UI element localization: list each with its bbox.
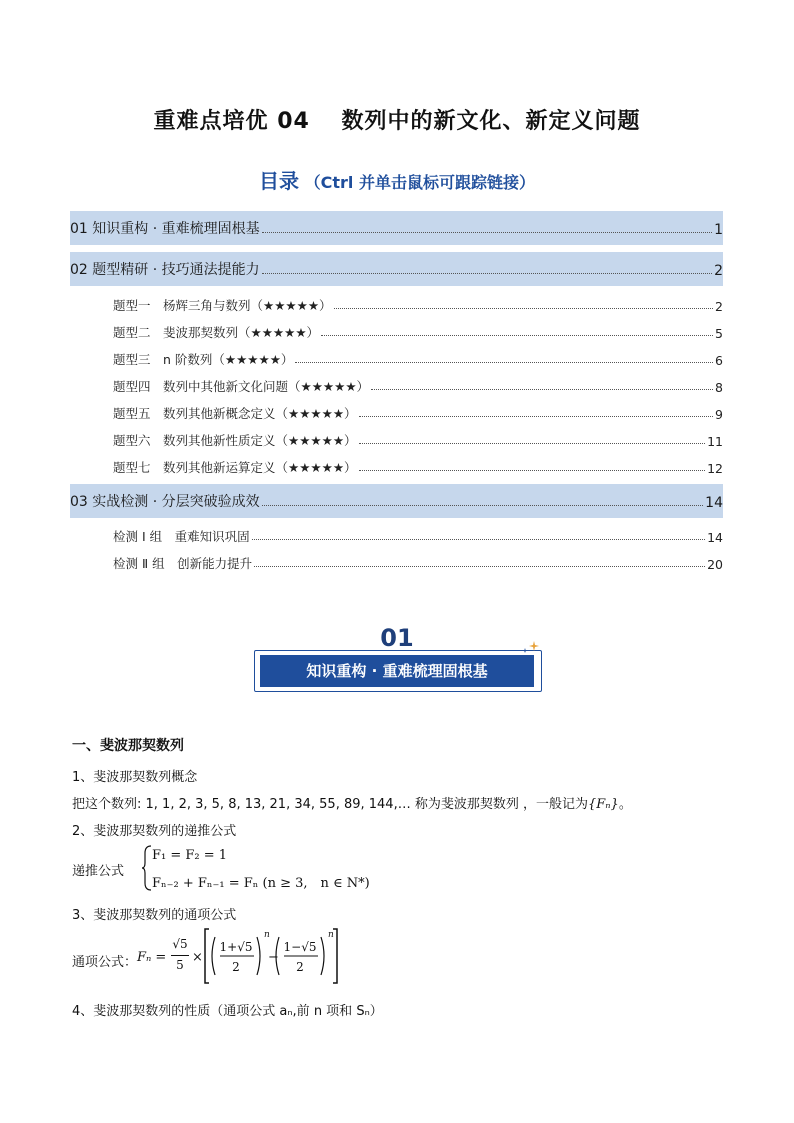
- toc-link-type-7[interactable]: [113, 458, 723, 476]
- toc-link-type-4[interactable]: [113, 377, 723, 395]
- toc-label: 02 题型精研 · 技巧通法提能力: [70, 262, 260, 278]
- toc-heading-text: 目录: [259, 169, 300, 193]
- toc-page: 1: [714, 222, 723, 238]
- toc-label: 题型三 n 阶数列（★★★★★）: [113, 352, 294, 367]
- toc-page: 2: [715, 299, 723, 314]
- toc-leader: [359, 443, 706, 444]
- sparkle-icon: [521, 640, 541, 654]
- recurrence-line-2: Fₙ₋₂ + Fₙ₋₁ = Fₙ (n ≥ 3, n ∈ N*): [152, 876, 370, 891]
- item-1-body: [72, 793, 632, 812]
- toc-leader: [295, 362, 713, 363]
- toc-label: 题型一 杨辉三角与数列（★★★★★）: [113, 298, 332, 313]
- toc-link-check-1[interactable]: [113, 527, 723, 545]
- toc-page: 9: [715, 407, 723, 422]
- toc-page: 20: [707, 557, 723, 572]
- section-banner: 知识重构 · 重难梳理固根基: [260, 655, 534, 687]
- toc-page: 5: [715, 326, 723, 341]
- coef-denominator: 5: [176, 958, 184, 972]
- toc-label: 题型五 数列其他新概念定义（★★★★★）: [113, 406, 357, 421]
- toc-label: 03 实战检测 · 分层突破验成效: [70, 494, 260, 510]
- toc-link-01[interactable]: [70, 218, 723, 238]
- item-3-heading: 3、斐波那契数列的通项公式: [72, 908, 237, 923]
- recurrence-label: 递推公式: [72, 864, 125, 879]
- minus-sign: −: [268, 950, 279, 965]
- section-number: 01: [380, 624, 414, 652]
- toc-label: 检测 Ⅰ 组 重难知识巩固: [113, 529, 250, 544]
- general-term-lhs: Fₙ =: [137, 950, 167, 965]
- toc-heading-note: （Ctrl 并单击鼠标可跟踪链接）: [304, 173, 535, 192]
- toc-leader: [262, 232, 712, 233]
- toc-page: 6: [715, 353, 723, 368]
- toc-leader: [334, 308, 714, 309]
- toc-page: 8: [715, 380, 723, 395]
- toc-link-type-1[interactable]: [113, 296, 723, 314]
- item-1-notation: {Fₙ}: [587, 797, 619, 812]
- frac2-numerator: 1−√5: [283, 940, 317, 954]
- toc-label: 题型二 斐波那契数列（★★★★★）: [113, 325, 320, 340]
- times-sign: ×: [192, 950, 203, 965]
- toc-page: 11: [707, 434, 723, 449]
- toc-link-type-2[interactable]: [113, 323, 723, 341]
- toc-heading: [0, 165, 794, 194]
- toc-link-type-6[interactable]: [113, 431, 723, 449]
- toc-link-type-3[interactable]: [113, 350, 723, 368]
- toc-page: 2: [714, 263, 723, 279]
- toc-page: 14: [707, 530, 723, 545]
- toc-label: 题型四 数列中其他新文化问题（★★★★★）: [113, 379, 370, 394]
- toc-leader: [321, 335, 713, 336]
- fraction-bar: [171, 955, 189, 956]
- frac1-denominator: 2: [232, 960, 240, 974]
- toc-leader: [262, 505, 704, 506]
- item-1-heading: 1、斐波那契数列概念: [72, 770, 198, 785]
- frac1-numerator: 1+√5: [219, 940, 253, 954]
- toc-page: 14: [705, 495, 723, 511]
- toc-label: 题型六 数列其他新性质定义（★★★★★）: [113, 433, 357, 448]
- exp-1: n: [264, 930, 270, 940]
- toc-leader: [359, 416, 714, 417]
- toc-link-check-2[interactable]: [113, 554, 723, 572]
- item-1-end: 。: [618, 797, 632, 812]
- toc-link-type-5[interactable]: [113, 404, 723, 422]
- general-term-label: 通项公式：: [72, 955, 138, 970]
- item-2-heading: 2、斐波那契数列的递推公式: [72, 824, 237, 839]
- toc-link-03[interactable]: [70, 491, 723, 511]
- exp-2: n: [328, 930, 334, 940]
- item-4-heading: 4、斐波那契数列的性质（通项公式 aₙ,前 n 项和 Sₙ）: [72, 1004, 383, 1019]
- toc-leader: [254, 566, 705, 567]
- coef-numerator: √5: [172, 937, 188, 951]
- toc-leader: [371, 389, 713, 390]
- toc-leader: [262, 273, 712, 274]
- toc-label: 01 知识重构 · 重难梳理固根基: [70, 221, 260, 237]
- frac2-denominator: 2: [296, 960, 304, 974]
- item-1-text: 把这个数列: 1, 1, 2, 3, 5, 8, 13, 21, 34, 55, 89, 144,… 称为斐波那契数列 ，一般记为: [72, 797, 588, 812]
- toc-page: 12: [707, 461, 723, 476]
- recurrence-line-1: F₁ = F₂ = 1: [152, 848, 228, 863]
- toc-label: 检测 Ⅱ 组 创新能力提升: [113, 556, 253, 571]
- toc-label: 题型七 数列其他新运算定义（★★★★★）: [113, 460, 357, 475]
- toc-link-02[interactable]: [70, 259, 723, 279]
- section-heading: 一、斐波那契数列: [72, 738, 184, 754]
- page-title: 重难点培优 04 数列中的新文化、新定义问题: [153, 109, 641, 134]
- toc-leader: [252, 539, 705, 540]
- toc-leader: [359, 470, 706, 471]
